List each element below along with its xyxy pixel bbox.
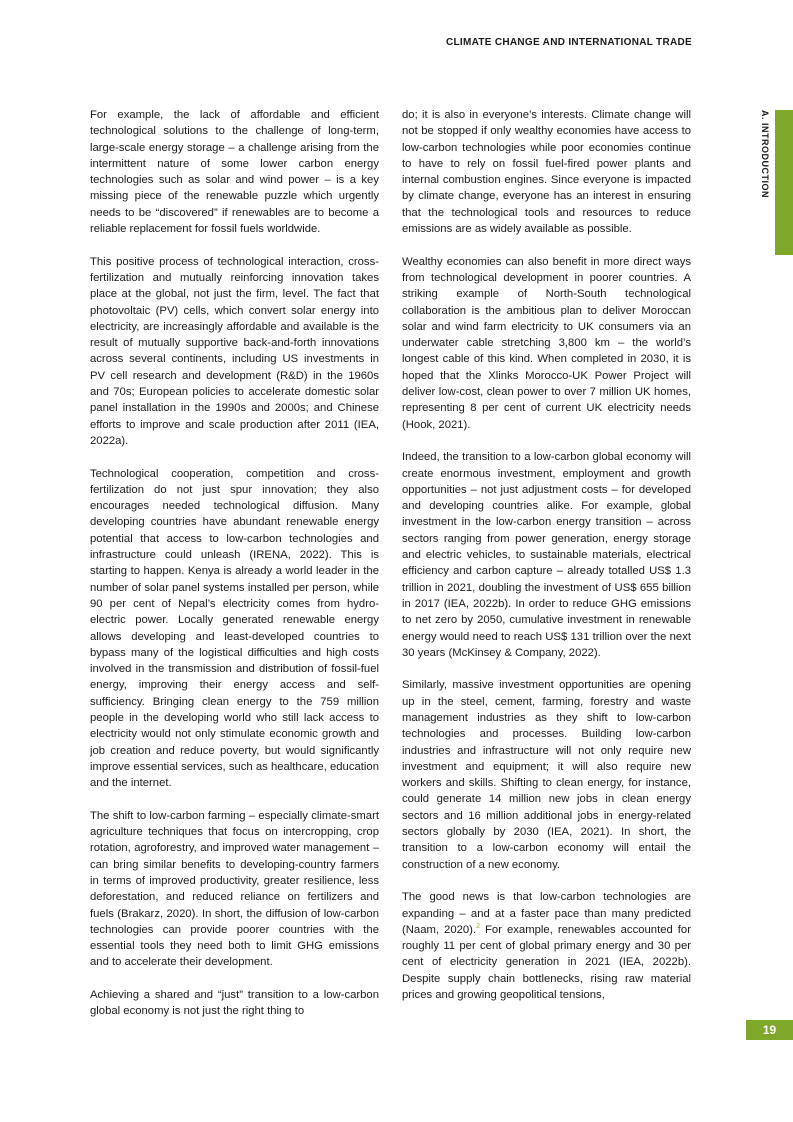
paragraph: For example, the lack of affordable and efficient technological solutions to the challenge of long-term, large-scale energy storage – a challenge arising from the intermittent nature of some lower carbon energy technologies such as solar and wind power – is a key missing piece of the renewable puzzle which urgently needs to be “discovered” if renewables are to become a reliable replacement for fossil fuels worldwide. xyxy=(90,109,379,236)
paragraph: This positive process of technological interaction, cross-fertilization and mutually reinforcing innovation takes place at the global, not just the firm, level. The fact that photovoltaic (PV) cells, which convert solar energy into electricity, are increasingly affordable and available is the result of mutually supportive back-and-forth innovations across several continents, including US investments in PV cell research and development (R&D) in the 1960s and 70s; European policies to accelerate domestic solar panel installation in the 1990s and 2000s; and Chinese efforts to improve and scale production after 2011 (IEA, 2022a). xyxy=(90,255,379,447)
paragraph-text: The good news is that low-carbon technologies are expanding – and at a faster pace than many predicted (Naam, 2020). xyxy=(402,891,691,936)
section-label: A. INTRODUCTION xyxy=(760,110,770,198)
paragraph: Wealthy economies can also benefit in more direct ways from technological development in poorer countries. A striking example of North-South technological collaboration is the ambitious plan to deliver Moroccan solar and wind farm electricity to UK consumers via an underwater cable stretching 3,800 km – the world’s longest cable of this kind. When completed in 2030, it is hoped that the Xlinks Morocco-UK Power Project will deliver low-cost, clean power to over 7 million UK homes, representing 8 per cent of current UK electricity needs (Hook, 2021). xyxy=(402,255,691,431)
section-tab xyxy=(775,110,793,255)
page-number: 19 xyxy=(746,1020,793,1040)
right-column xyxy=(402,107,691,1020)
paragraph: Technological cooperation, competition and cross-fertilization do not just spur innovation; they also encourages needed technological diffusion. Many developing countries have abundant renewable energy potential that access to low-carbon technologies and infrastructure could unleash (IRENA, 2022). This is starting to happen. Kenya is already a world leader in the number of solar panel systems installed per person, while 90 per cent of Nepal’s electricity comes from hydro-electric power. Locally generated renewable energy allows developing and least-developed countries to bypass many of the logistical difficulties and high costs involved in the transmission and distribution of fossil-fuel energy, improving their energy access and self-sufficiency. Bringing clean energy to the 759 million people in the developing world who still lack access to electricity would not only stimulate economic growth and job creation and reduce poverty, but would significantly improve essential services, such as healthcare, education and the internet. xyxy=(90,467,379,790)
paragraph: Indeed, the transition to a low-carbon global economy will create enormous investment, employment and growth opportunities – not just adjustment costs – for developed and developing countries alike. For example, global investment in the low-carbon energy transition – across sectors ranging from power generation, energy storage and electric vehicles, to sustainable materials, electrical efficiency and carbon capture – already totalled US$ 1.3 trillion in 2021, doubling the investment of US$ 655 billion in 2017 (IEA, 2022b). In order to reduce GHG emissions to net zero by 2050, cumulative investment in renewable energy would need to reach US$ 131 trillion over the next 30 years (McKinsey & Company, 2022). xyxy=(402,451,691,659)
paragraph: Achieving a shared and “just” transition to a low-carbon global economy is not just the right thing to xyxy=(90,989,379,1018)
paragraph: do; it is also in everyone’s interests. Climate change will not be stopped if only wealthy economies have access to low-carbon technologies while poor economies continue to have to rely on fossil fuel-fired power plants and internal combustion engines. Since everyone is impacted by climate change, everyone has an interest in ensuring that the technological tools and resources to reduce emissions are as widely available as possible. xyxy=(402,109,691,236)
left-column xyxy=(90,107,379,1036)
paragraph-text: For example, renewables accounted for roughly 11 per cent of global primary energy and 30 per cent of electricity generation in 2021 (IEA, 2022b). Despite supply chain bottlenecks, rising raw material prices and growing geopolitical tensions, xyxy=(402,923,691,1002)
paragraph: Similarly, massive investment opportunities are opening up in the steel, cement, farming, forestry and waste management industries as they shift to low-carbon technologies and processes. Building low-carbon industries and infrastructure will not only require new investment and equipment; it will also require new workers and skills. Shifting to clean energy, for instance, could generate 14 million new jobs in clean energy sectors and 16 million additional jobs in energy-related sectors globally by 2030 (IEA, 2021). In short, the transition to a low-carbon economy will entail the construction of a new economy. xyxy=(402,679,691,871)
paragraph-with-footnote xyxy=(402,889,691,1003)
paragraph: The shift to low-carbon farming – especially climate-smart agriculture techniques that focus on intercropping, crop rotation, agroforestry, and improved water management – can bring similar benefits to developing-country farmers in terms of improved productivity, greater resilience, less deforestation, and reduced reliance on fertilizers and fuels (Brakarz, 2020). In short, the diffusion of low-carbon technologies can provide poorer countries with the essential tools they need both to limit GHG emissions and to accelerate their development. xyxy=(90,809,379,969)
running-header: CLIMATE CHANGE AND INTERNATIONAL TRADE xyxy=(445,37,692,48)
footnote-marker[interactable]: 2 xyxy=(476,923,480,931)
